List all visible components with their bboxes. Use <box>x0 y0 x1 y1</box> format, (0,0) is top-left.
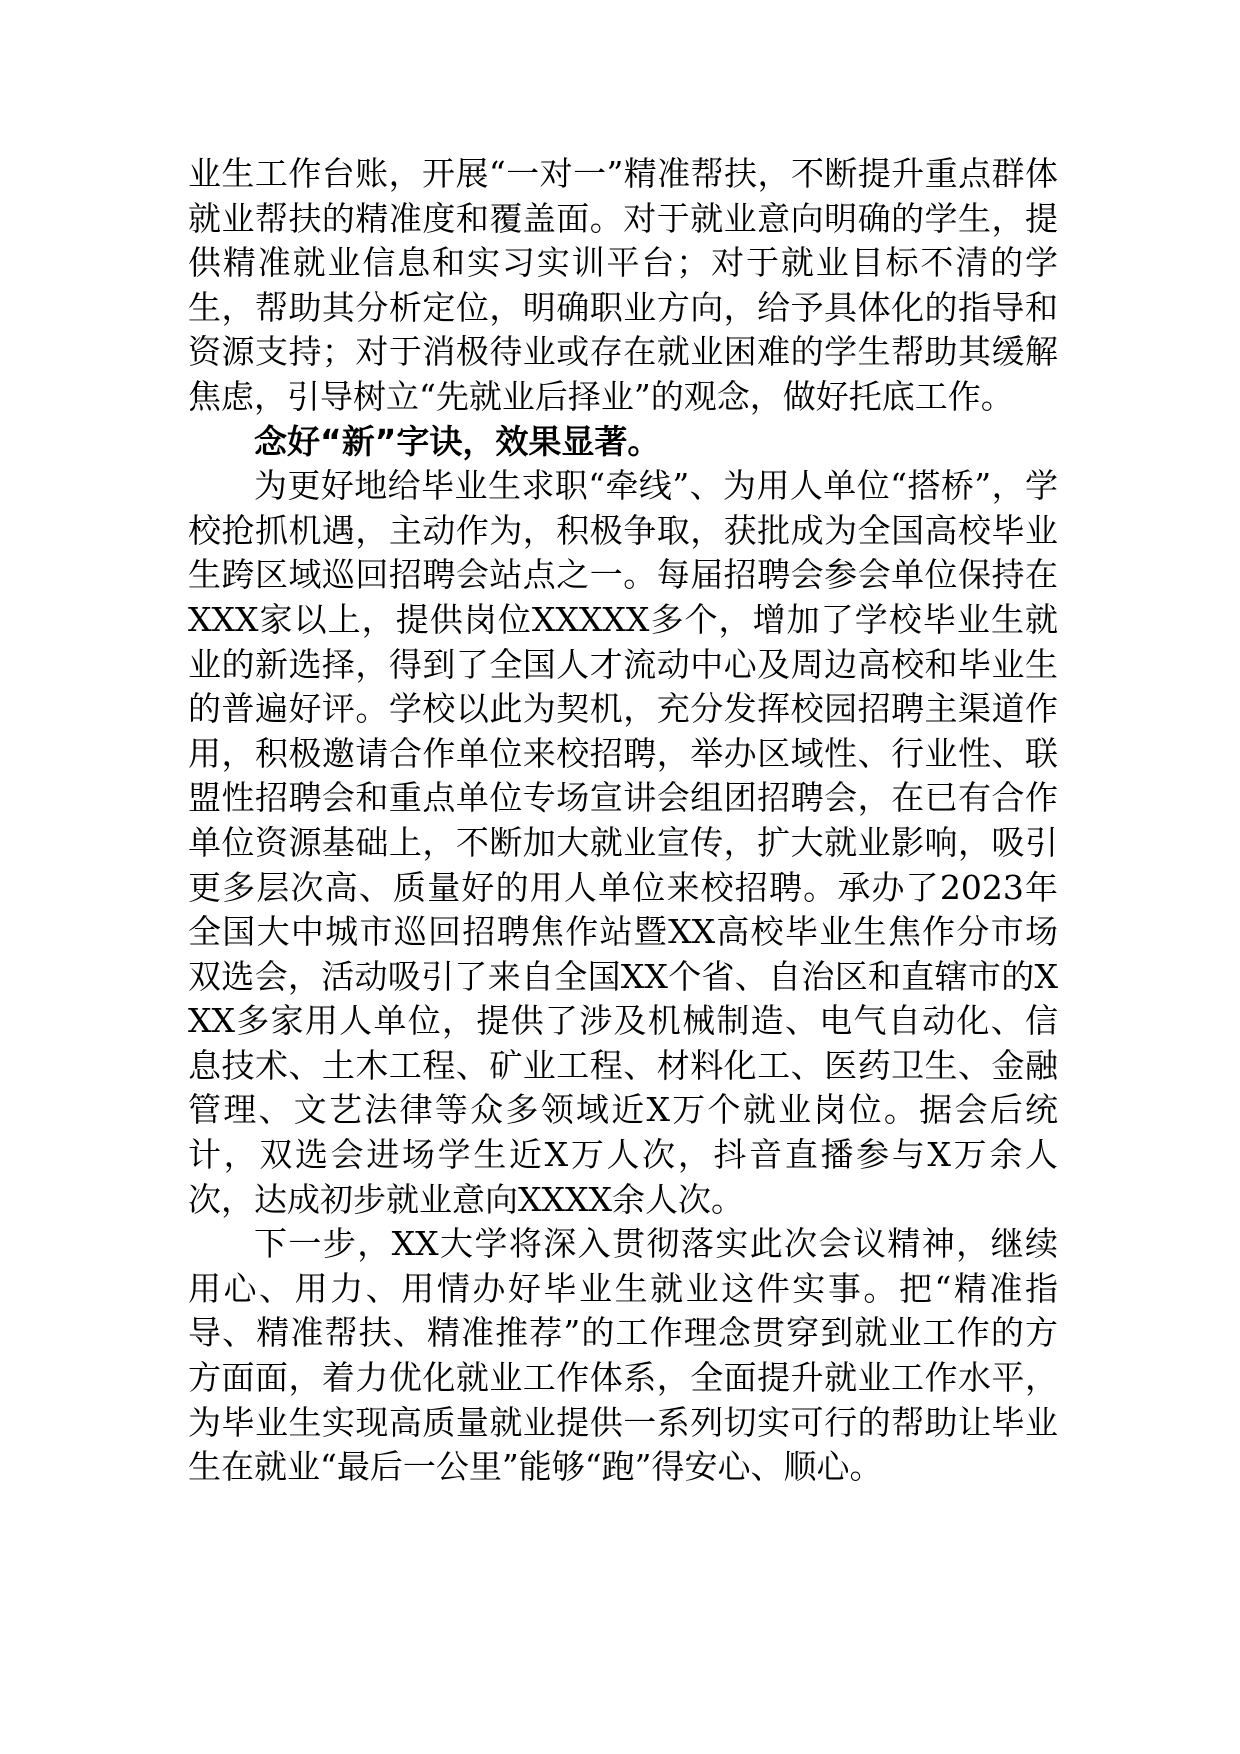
paragraph-recruitment: 为更好地给毕业生求职“牵线”、为用人单位“搭桥”，学校抢抓机遇，主动作为，积极争取，获批成为全国高校毕业生跨区域巡回招聘会站点之一。每届招聘会参会单位保持在XXX家以上，提供岗位XXXXX多个，增加了学校毕业生就业的新选择，得到了全国人才流动中心及周边高校和毕业生的普遍好评。学校以此为契机，充分发挥校园招聘主渠道作用，积极邀请合作单位来校招聘，举办区域性、行业性、联盟性招聘会和重点单位专场宣讲会组团招聘会，在已有合作单位资源基础上，不断加大就业宣传，扩大就业影响，吸引更多层次高、质量好的用人单位来校招聘。承办了2023年全国大中城市巡回招聘焦作站暨XX高校毕业生焦作分市场双选会，活动吸引了来自全国XX个省、自治区和直辖市的XXX多家用人单位，提供了涉及机械制造、电气自动化、信息技术、土木工程、矿业工程、材料化工、医药卫生、金融管理、文艺法律等众多领域近X万个就业岗位。据会后统计，双选会进场学生近X万人次，抖音直播参与X万余人次，达成初步就业意向XXXX余人次。 <box>188 466 1058 1219</box>
document-body <box>188 152 1058 1490</box>
section-heading: 念好“新”字诀，效果显著。 <box>254 421 661 461</box>
paragraph-next-steps: 下一步，XX大学将深入贯彻落实此次会议精神，继续用心、用力、用情办好毕业生就业这件实事。把“精准指导、精准帮扶、精准推荐”的工作理念贯穿到就业工作的方方面面，着力优化就业工作体系，全面提升就业工作水平，为毕业生实现高质量就业提供一系列切实可行的帮助让毕业生在就业“最后一公里”能够“跑”得安心、顺心。 <box>188 1224 1058 1487</box>
paragraph-continued: 业生工作台账，开展“一对一”精准帮扶，不断提升重点群体就业帮扶的精准度和覆盖面。对于就业意向明确的学生，提供精准就业信息和实习实训平台；对于就业目标不清的学生，帮助其分析定位，明确职业方向，给予具体化的指导和资源支持；对于消极待业或存在就业困难的学生帮助其缓解焦虑，引导树立“先就业后择业”的观念，做好托底工作。 <box>188 154 1058 416</box>
